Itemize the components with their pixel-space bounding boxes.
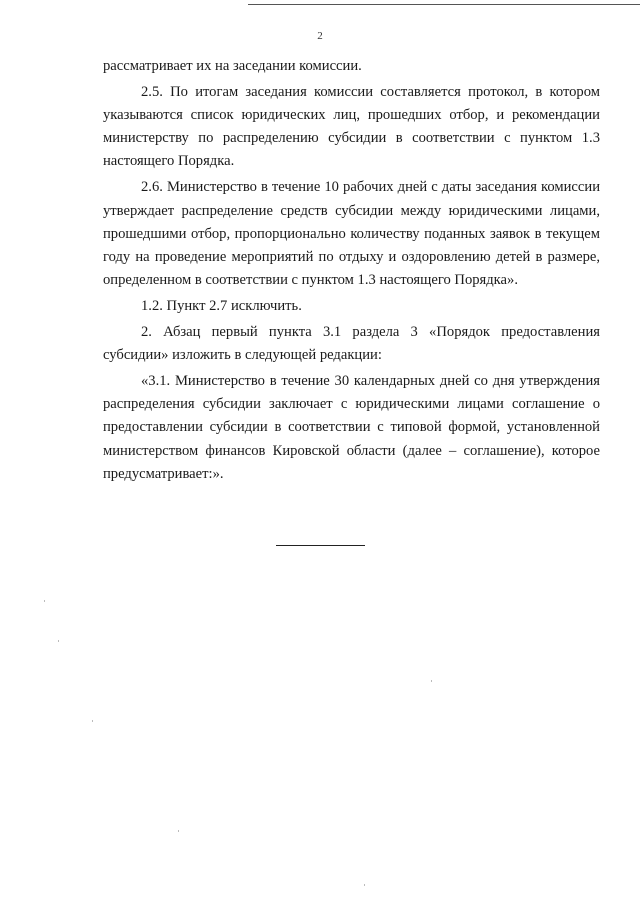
top-edge-line (248, 4, 640, 5)
paragraph-2-5: 2.5. По итогам заседания комиссии составляется протокол, в котором указываются список юридических лиц, прошедших отбор, и рекомендации министерству по распределению субсидии в соответствии с пунктом 1.3 настоящего Порядка. (103, 84, 600, 170)
scan-speck (431, 680, 432, 682)
page-number: 2 (317, 30, 323, 42)
paragraph-continuation: рассматривает их на заседании комиссии. (103, 58, 362, 74)
end-of-text-rule (276, 545, 365, 546)
scan-speck (92, 720, 93, 722)
scan-speck (364, 884, 365, 886)
paragraph-2-6: 2.6. Министерство в течение 10 рабочих дней с даты заседания комиссии утверждает распределение средств субсидии между юридическими лицами, прошедшими отбор, пропорционально количеству поданных заявок в текущем году на проведение мероприятий по отдыху и оздоровлению детей в размере, определенном в соответствии с пунктом 1.3 настоящего Порядка». (103, 179, 600, 288)
paragraph-3-1: «3.1. Министерство в течение 30 календарных дней со дня утверждения распределения субсидии заключает с юридическими лицами соглашение о предоставлении субсидии в соответствии с типовой формой, установленной министерством финансов Кировской области (далее – соглашение), которое предусматривает:». (103, 373, 600, 482)
scan-speck (58, 640, 59, 642)
document-body (103, 55, 600, 486)
paragraph-2: 2. Абзац первый пункта 3.1 раздела 3 «Порядок предоставления субсидии» изложить в следующей редакции: (103, 324, 600, 364)
scan-speck (44, 600, 45, 602)
scan-speck (178, 830, 179, 832)
paragraph-1-2: 1.2. Пункт 2.7 исключить. (141, 297, 302, 314)
